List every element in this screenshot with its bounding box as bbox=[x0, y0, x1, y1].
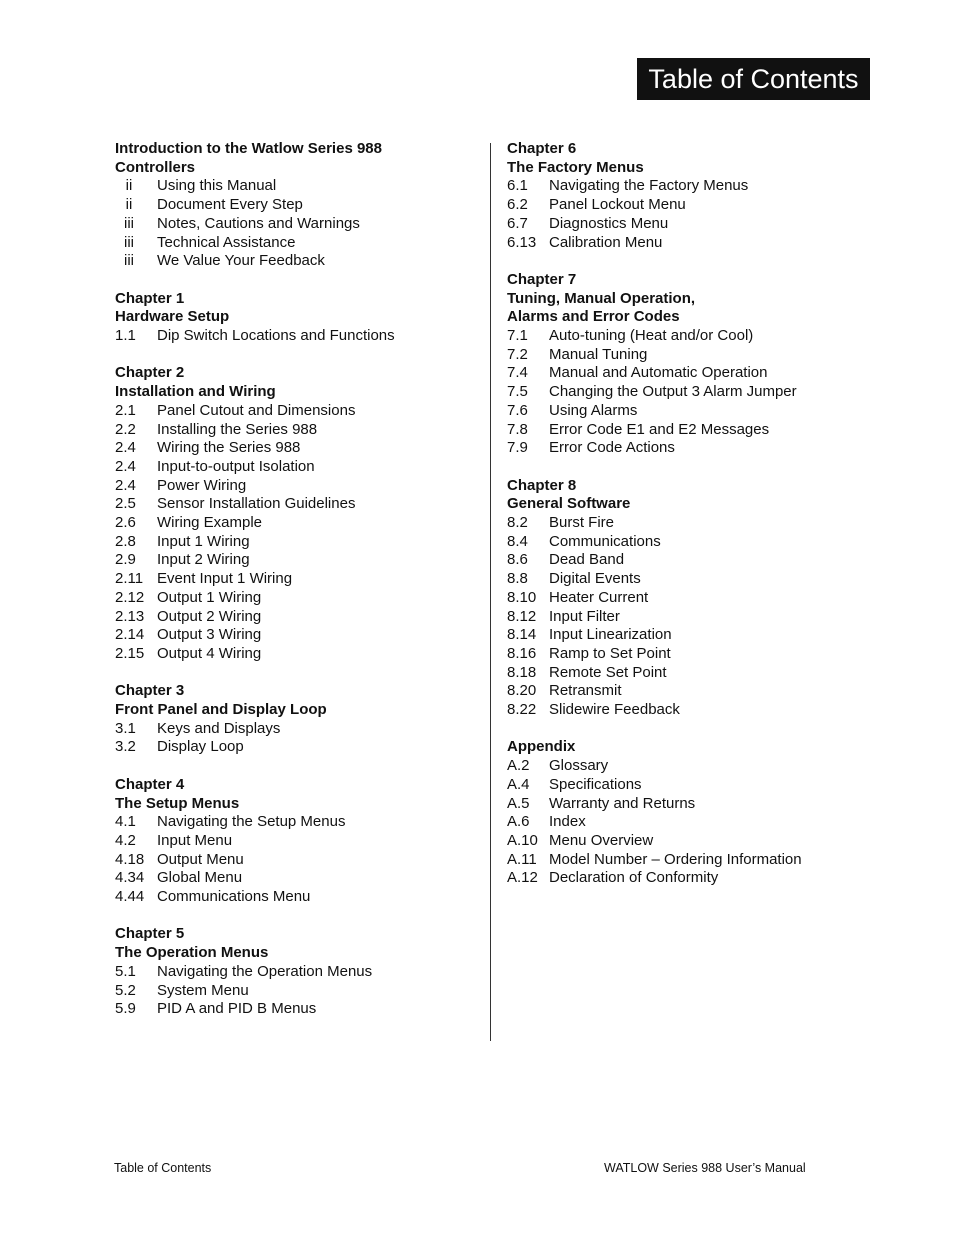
toc-entry-label: Burst Fire bbox=[549, 514, 615, 532]
toc-entry-label: Glossary bbox=[549, 757, 609, 775]
toc-entry[interactable] bbox=[507, 364, 847, 383]
toc-entry-label: Error Code E1 and E2 Messages bbox=[549, 420, 770, 438]
toc-entry[interactable] bbox=[507, 570, 847, 589]
toc-entry-page: 8.18 bbox=[507, 663, 537, 681]
toc-entry-label: Retransmit bbox=[549, 682, 622, 700]
section-heading: Hardware Setup bbox=[115, 308, 230, 326]
toc-entry-label: Output Menu bbox=[157, 850, 244, 868]
toc-section bbox=[115, 140, 475, 271]
toc-entry[interactable] bbox=[115, 234, 475, 253]
toc-entry-page: 2.11 bbox=[115, 570, 144, 588]
toc-entry-label: Input 2 Wiring bbox=[157, 551, 250, 569]
toc-entry[interactable] bbox=[115, 963, 475, 982]
toc-entry-page: 5.9 bbox=[115, 1000, 136, 1018]
toc-entry-label: Panel Lockout Menu bbox=[549, 196, 686, 214]
toc-entry[interactable] bbox=[115, 551, 475, 570]
toc-entry[interactable] bbox=[507, 645, 847, 664]
toc-entry-page: 7.9 bbox=[507, 439, 528, 457]
toc-entry-label: Document Every Step bbox=[157, 196, 303, 214]
toc-entry-page: 5.2 bbox=[115, 981, 136, 999]
toc-entry-label: Sensor Installation Guidelines bbox=[157, 495, 356, 513]
toc-entry[interactable] bbox=[507, 608, 847, 627]
toc-entry-page: 4.1 bbox=[115, 813, 136, 831]
toc-entry-label: PID A and PID B Menus bbox=[157, 1000, 317, 1018]
toc-entry-page: 3.2 bbox=[115, 738, 136, 756]
section-heading: Chapter 1 bbox=[115, 289, 185, 307]
toc-entry-page: A.12 bbox=[507, 869, 538, 887]
toc-entry[interactable] bbox=[507, 234, 847, 253]
toc-entry-label: System Menu bbox=[157, 981, 249, 999]
toc-entry-page: 4.18 bbox=[115, 850, 145, 868]
toc-entry[interactable] bbox=[507, 383, 847, 402]
toc-entry-label: Error Code Actions bbox=[549, 439, 675, 457]
toc-entry-page: A.5 bbox=[507, 794, 530, 812]
toc-entry-page: A.10 bbox=[507, 831, 538, 849]
toc-entry[interactable] bbox=[115, 252, 475, 271]
toc-entry[interactable] bbox=[507, 196, 847, 215]
toc-section bbox=[507, 738, 847, 888]
toc-entry-label: Remote Set Point bbox=[549, 663, 667, 681]
toc-entry-label: Index bbox=[549, 813, 586, 831]
toc-entry[interactable] bbox=[115, 402, 475, 421]
toc-entry-label: Using Alarms bbox=[549, 401, 638, 419]
toc-entry-page: 6.2 bbox=[507, 196, 528, 214]
toc-entry-label: Dip Switch Locations and Functions bbox=[157, 327, 395, 345]
toc-entry-page: 2.2 bbox=[115, 420, 136, 438]
toc-entry[interactable] bbox=[115, 495, 475, 514]
toc-entry-page: 1.1 bbox=[115, 327, 136, 345]
toc-entry[interactable] bbox=[507, 626, 847, 645]
toc-entry-page: 5.1 bbox=[115, 962, 136, 980]
toc-entry-page: 2.4 bbox=[115, 439, 136, 457]
toc-section bbox=[507, 140, 847, 252]
section-heading: The Setup Menus bbox=[115, 794, 240, 812]
toc-entry-label: Specifications bbox=[549, 775, 642, 793]
toc-section bbox=[115, 776, 475, 907]
toc-right-column bbox=[507, 140, 847, 907]
toc-entry-label: Output 1 Wiring bbox=[157, 588, 262, 606]
toc-entry[interactable] bbox=[115, 645, 475, 664]
toc-entry[interactable] bbox=[115, 215, 475, 234]
toc-entry-label: Input-to-output Isolation bbox=[157, 457, 315, 475]
toc-entry-page: 2.9 bbox=[115, 551, 136, 569]
section-heading: The Operation Menus bbox=[115, 944, 269, 962]
toc-entry-label: We Value Your Feedback bbox=[157, 252, 325, 270]
toc-entry[interactable] bbox=[115, 608, 475, 627]
toc-entry[interactable] bbox=[507, 402, 847, 421]
toc-entry-label: Warranty and Returns bbox=[549, 794, 696, 812]
toc-entry[interactable] bbox=[507, 346, 847, 365]
toc-entry-label: Event Input 1 Wiring bbox=[157, 570, 293, 588]
toc-entry[interactable] bbox=[507, 589, 847, 608]
toc-entry-label: Notes, Cautions and Warnings bbox=[157, 214, 360, 232]
section-heading: General Software bbox=[507, 495, 631, 513]
toc-entry-label: Using this Manual bbox=[157, 177, 277, 195]
toc-entry-label: Input Filter bbox=[549, 607, 620, 625]
toc-entry-label: Navigating the Operation Menus bbox=[157, 962, 373, 980]
toc-entry[interactable] bbox=[507, 832, 847, 851]
toc-entry-page: iii bbox=[124, 233, 134, 251]
toc-entry[interactable] bbox=[507, 215, 847, 234]
section-heading: Appendix bbox=[507, 738, 576, 756]
toc-entry[interactable] bbox=[115, 533, 475, 552]
toc-entry[interactable] bbox=[115, 1000, 475, 1019]
toc-entry-page: 4.2 bbox=[115, 831, 136, 849]
toc-entry[interactable] bbox=[507, 421, 847, 440]
toc-section bbox=[115, 364, 475, 663]
toc-entry-label: Communications bbox=[549, 532, 661, 550]
toc-entry[interactable] bbox=[115, 869, 475, 888]
toc-entry-page: 2.12 bbox=[115, 588, 145, 606]
toc-entry-label: Heater Current bbox=[549, 588, 649, 606]
toc-entry[interactable] bbox=[507, 701, 847, 720]
toc-entry-label: Wiring Example bbox=[157, 514, 263, 532]
toc-entry-label: Input 1 Wiring bbox=[157, 532, 250, 550]
toc-entry-label: Global Menu bbox=[157, 869, 243, 887]
toc-entry[interactable] bbox=[115, 888, 475, 907]
toc-entry-label: Output 2 Wiring bbox=[157, 607, 262, 625]
section-heading: Chapter 3 bbox=[115, 682, 185, 700]
toc-entry-page: A.4 bbox=[507, 775, 530, 793]
toc-entry[interactable] bbox=[507, 439, 847, 458]
toc-entry-label: Output 4 Wiring bbox=[157, 644, 262, 662]
section-heading: Chapter 7 bbox=[507, 270, 577, 288]
toc-entry-page: 2.15 bbox=[115, 644, 145, 662]
toc-entry-page: A.6 bbox=[507, 813, 530, 831]
toc-entry-page: iii bbox=[124, 252, 134, 270]
toc-entry[interactable] bbox=[507, 869, 847, 888]
toc-entry-label: Menu Overview bbox=[549, 831, 654, 849]
toc-entry-page: A.11 bbox=[507, 850, 537, 868]
toc-entry[interactable] bbox=[115, 327, 475, 346]
toc-entry[interactable] bbox=[507, 795, 847, 814]
toc-entry-page: 3.1 bbox=[115, 719, 136, 737]
toc-entry[interactable] bbox=[115, 589, 475, 608]
toc-entry[interactable] bbox=[115, 196, 475, 215]
toc-entry-label: Ramp to Set Point bbox=[549, 644, 671, 662]
toc-entry[interactable] bbox=[115, 439, 475, 458]
section-heading: Chapter 2 bbox=[115, 364, 185, 382]
toc-entry-label: Slidewire Feedback bbox=[549, 701, 680, 719]
toc-entry-label: Auto-tuning (Heat and/or Cool) bbox=[549, 327, 754, 345]
toc-entry-label: Installing the Series 988 bbox=[157, 420, 318, 438]
section-heading: Chapter 8 bbox=[507, 476, 577, 494]
toc-entry[interactable] bbox=[115, 851, 475, 870]
toc-entry-label: Navigating the Setup Menus bbox=[157, 813, 346, 831]
toc-entry-page: 8.12 bbox=[507, 607, 537, 625]
page-title: Table of Contents bbox=[637, 58, 870, 100]
toc-entry[interactable] bbox=[507, 813, 847, 832]
toc-entry-page: 8.8 bbox=[507, 570, 528, 588]
toc-entry[interactable] bbox=[115, 982, 475, 1001]
toc-left-column bbox=[115, 140, 475, 1038]
toc-entry-page: 4.34 bbox=[115, 869, 145, 887]
section-heading: The Factory Menus bbox=[507, 158, 644, 176]
toc-entry-page: ii bbox=[125, 196, 133, 214]
toc-entry-label: Declaration of Conformity bbox=[549, 869, 719, 887]
toc-entry-label: Manual and Automatic Operation bbox=[549, 364, 768, 382]
toc-entry-page: 8.2 bbox=[507, 514, 528, 532]
toc-entry-label: Input Menu bbox=[157, 831, 233, 849]
toc-entry-page: 2.13 bbox=[115, 607, 145, 625]
toc-entry[interactable] bbox=[115, 570, 475, 589]
toc-entry-page: 8.4 bbox=[507, 532, 528, 550]
toc-section bbox=[115, 682, 475, 757]
toc-entry-label: Keys and Displays bbox=[157, 719, 281, 737]
toc-entry-page: 2.14 bbox=[115, 626, 145, 644]
toc-entry-page: 8.16 bbox=[507, 644, 537, 662]
toc-entry-page: 8.22 bbox=[507, 701, 537, 719]
toc-entry-label: Changing the Output 3 Alarm Jumper bbox=[549, 383, 797, 401]
footer-left: Table of Contents bbox=[114, 1161, 212, 1175]
toc-section bbox=[507, 271, 847, 458]
toc-entry[interactable] bbox=[507, 682, 847, 701]
toc-entry-label: Communications Menu bbox=[157, 888, 311, 906]
toc-entry-label: Wiring the Series 988 bbox=[157, 439, 301, 457]
toc-entry-label: Panel Cutout and Dimensions bbox=[157, 401, 356, 419]
toc-entry-page: 7.8 bbox=[507, 420, 528, 438]
section-heading: Front Panel and Display Loop bbox=[115, 701, 327, 719]
toc-entry-label: Output 3 Wiring bbox=[157, 626, 262, 644]
toc-section bbox=[115, 925, 475, 1019]
toc-entry-page: 7.1 bbox=[507, 327, 528, 345]
column-divider bbox=[490, 143, 491, 1041]
toc-entry-page: 8.20 bbox=[507, 682, 537, 700]
toc-entry[interactable] bbox=[507, 551, 847, 570]
toc-entry-label: Manual Tuning bbox=[549, 345, 648, 363]
toc-entry-page: iii bbox=[124, 214, 134, 232]
toc-entry-page: 6.1 bbox=[507, 177, 528, 195]
toc-entry[interactable] bbox=[115, 177, 475, 196]
toc-section bbox=[115, 290, 475, 346]
toc-entry-page: A.2 bbox=[507, 757, 530, 775]
toc-entry[interactable] bbox=[115, 458, 475, 477]
toc-entry[interactable] bbox=[507, 327, 847, 346]
toc-entry[interactable] bbox=[115, 514, 475, 533]
toc-entry[interactable] bbox=[507, 177, 847, 196]
toc-entry-page: 2.1 bbox=[115, 401, 136, 419]
toc-entry-page: 7.5 bbox=[507, 383, 528, 401]
toc-entry-label: Model Number – Ordering Information bbox=[549, 850, 802, 868]
toc-entry-page: 8.14 bbox=[507, 626, 537, 644]
toc-entry-page: 8.6 bbox=[507, 551, 528, 569]
toc-entry-label: Diagnostics Menu bbox=[549, 214, 669, 232]
toc-entry-page: 2.5 bbox=[115, 495, 136, 513]
toc-entry-page: ii bbox=[125, 177, 133, 195]
toc-entry-page: 2.8 bbox=[115, 532, 136, 550]
toc-entry-label: Dead Band bbox=[549, 551, 625, 569]
toc-entry[interactable] bbox=[507, 851, 847, 870]
toc-entry-page: 8.10 bbox=[507, 588, 537, 606]
toc-entry-label: Power Wiring bbox=[157, 476, 247, 494]
toc-entry[interactable] bbox=[507, 514, 847, 533]
toc-entry-label: Input Linearization bbox=[549, 626, 672, 644]
toc-entry-page: 2.6 bbox=[115, 514, 136, 532]
toc-entry[interactable] bbox=[115, 720, 475, 739]
toc-entry-page: 4.44 bbox=[115, 888, 145, 906]
toc-entry[interactable] bbox=[115, 421, 475, 440]
toc-entry[interactable] bbox=[507, 776, 847, 795]
toc-entry-page: 2.4 bbox=[115, 476, 136, 494]
toc-entry-page: 7.4 bbox=[507, 364, 528, 382]
section-heading: Chapter 5 bbox=[115, 925, 185, 943]
toc-entry[interactable] bbox=[507, 533, 847, 552]
toc-entry[interactable] bbox=[507, 664, 847, 683]
section-heading: Installation and Wiring bbox=[115, 383, 276, 401]
toc-entry[interactable] bbox=[115, 813, 475, 832]
section-heading: Controllers bbox=[115, 158, 196, 176]
toc-entry-page: 7.6 bbox=[507, 401, 528, 419]
toc-entry[interactable] bbox=[115, 477, 475, 496]
toc-entry-page: 7.2 bbox=[507, 345, 528, 363]
toc-entry[interactable] bbox=[507, 757, 847, 776]
toc-entry-page: 2.4 bbox=[115, 457, 136, 475]
toc-entry-label: Digital Events bbox=[549, 570, 641, 588]
section-heading: Chapter 4 bbox=[115, 775, 185, 793]
toc-entry-label: Calibration Menu bbox=[549, 233, 663, 251]
toc-entry-page: 6.7 bbox=[507, 214, 528, 232]
footer-right: WATLOW Series 988 User’s Manual bbox=[604, 1161, 806, 1175]
toc-entry-label: Technical Assistance bbox=[157, 233, 296, 251]
toc-entry[interactable] bbox=[115, 626, 475, 645]
section-heading: Chapter 6 bbox=[507, 140, 577, 157]
toc-entry[interactable] bbox=[115, 738, 475, 757]
toc-entry[interactable] bbox=[115, 832, 475, 851]
section-heading: Alarms and Error Codes bbox=[507, 308, 680, 326]
toc-entry-page: 6.13 bbox=[507, 233, 537, 251]
toc-entry-label: Navigating the Factory Menus bbox=[549, 177, 749, 195]
section-heading: Introduction to the Watlow Series 988 bbox=[115, 140, 382, 157]
toc-entry-label: Display Loop bbox=[157, 738, 244, 756]
section-heading: Tuning, Manual Operation, bbox=[507, 289, 696, 307]
toc-section bbox=[507, 477, 847, 720]
